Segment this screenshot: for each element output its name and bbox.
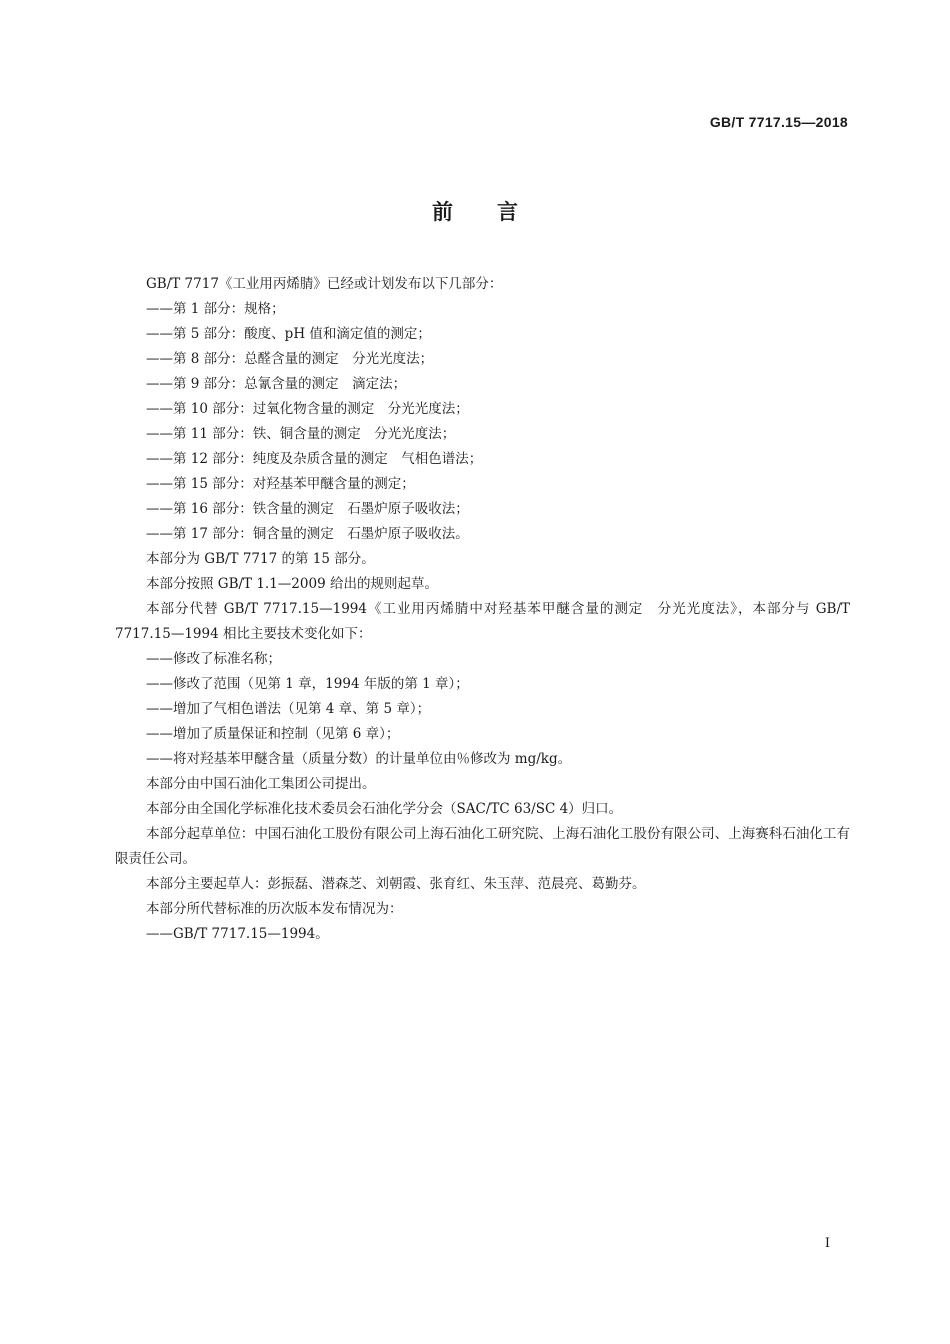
paragraph-proposer: 本部分由中国石油化工集团公司提出。: [146, 776, 376, 792]
paragraph-drafting-rules: 本部分按照 GB/T 1.1—2009 给出的规则起草。: [146, 576, 438, 592]
paragraph-drafters: 本部分主要起草人：彭振磊、潜森芝、刘朝霞、张育红、朱玉萍、范晨亮、葛勤芬。: [146, 876, 646, 892]
paragraph-history-intro: 本部分所代替标准的历次版本发布情况为：: [146, 901, 403, 917]
foreword-body: [115, 272, 850, 947]
page-title: 前言: [432, 200, 562, 224]
list-item-part-1: ——第 1 部分：规格；: [146, 301, 285, 317]
paragraph-part-number: 本部分为 GB/T 7717 的第 15 部分。: [146, 551, 375, 567]
change-item-quality: ——增加了质量保证和控制（见第 6 章）；: [146, 726, 400, 742]
change-item-gc-method: ——增加了气相色谱法（见第 4 章、第 5 章）；: [146, 701, 431, 717]
list-item-part-5: ——第 5 部分：酸度、pH 值和滴定值的测定；: [146, 326, 431, 342]
list-item-part-10: ——第 10 部分：过氧化物含量的测定 分光光度法；: [146, 401, 469, 417]
list-item-part-8: ——第 8 部分：总醛含量的测定 分光光度法；: [146, 351, 434, 367]
page-number: I: [824, 1236, 830, 1251]
list-item-part-15: ——第 15 部分：对羟基苯甲醚含量的测定；: [146, 476, 415, 492]
paragraph-drafting-units: 本部分起草单位：中国石油化工股份有限公司上海石油化工研究院、上海石油化工股份有限公司、上海赛科石油化工有限责任公司。: [115, 826, 850, 867]
change-item-name: ——修改了标准名称；: [146, 651, 281, 667]
list-item-part-11: ——第 11 部分：铁、铜含量的测定 分光光度法；: [146, 426, 456, 442]
history-item-1994: ——GB/T 7717.15—1994。: [146, 926, 329, 942]
list-item-part-12: ——第 12 部分：纯度及杂质含量的测定 气相色谱法；: [146, 451, 483, 467]
standard-code: GB/T 7717.15—2018: [709, 114, 848, 130]
change-item-unit: ——将对羟基苯甲醚含量（质量分数）的计量单位由％修改为 mg/kg。: [146, 751, 572, 767]
list-item-part-9: ——第 9 部分：总氰含量的测定 滴定法；: [146, 376, 407, 392]
list-item-part-16: ——第 16 部分：铁含量的测定 石墨炉原子吸收法；: [146, 501, 469, 517]
paragraph-intro: GB/T 7717《工业用丙烯腈》已经或计划发布以下几部分：: [146, 276, 503, 292]
list-item-part-17: ——第 17 部分：铜含量的测定 石墨炉原子吸收法。: [146, 526, 469, 542]
paragraph-replacement: 本部分代替 GB/T 7717.15—1994《工业用丙烯腈中对羟基苯甲醚含量的测定 分光光度法》，本部分与 GB/T 7717.15—1994 相比主要技术变化如下：: [115, 601, 850, 642]
change-item-scope: ——修改了范围（见第 1 章，1994 年版的第 1 章）；: [146, 676, 469, 692]
paragraph-committee: 本部分由全国化学标准化技术委员会石油化学分会（SAC/TC 63/SC 4）归口。: [146, 801, 623, 817]
